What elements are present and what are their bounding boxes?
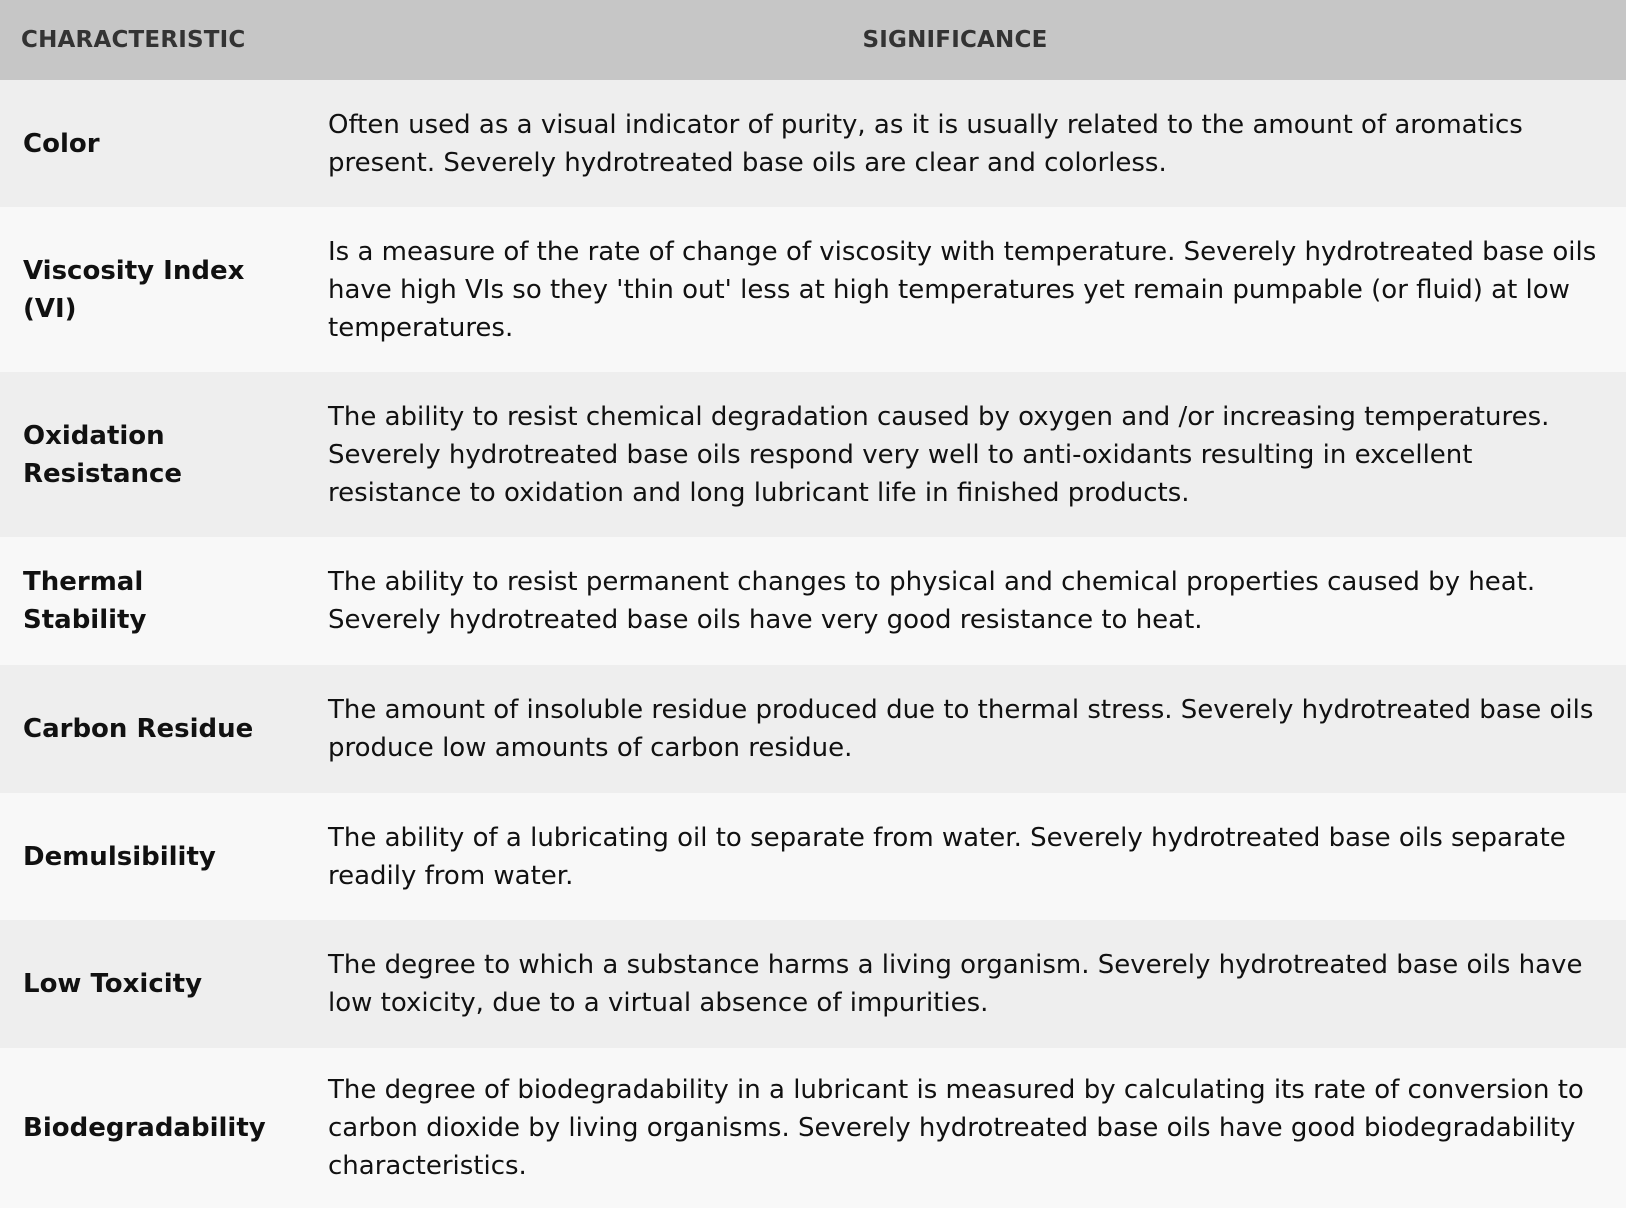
column-header-significance: SIGNIFICANCE (284, 0, 1626, 80)
characteristic-name: Color (0, 80, 284, 207)
significance-text: The degree to which a substance harms a living organism. Severely hydrotreated base oils have low toxicity, due to a virtual absence of impurities. (284, 920, 1626, 1048)
table-row (0, 920, 1626, 1048)
significance-text: Often used as a visual indicator of purity, as it is usually related to the amount of aromatics present. Severely hydrotreated base oils are clear and colorless. (284, 80, 1626, 207)
characteristic-name: Oxidation Resistance (0, 372, 284, 537)
characteristic-name: Low Toxicity (0, 920, 284, 1048)
table-row (0, 80, 1626, 207)
table-row (0, 1048, 1626, 1208)
table-body (0, 80, 1626, 1208)
significance-text: The ability to resist permanent changes to physical and chemical properties caused by heat. Severely hydrotreated base oils have very good resistance to heat. (284, 537, 1626, 665)
characteristic-name: Viscosity Index (VI) (0, 207, 284, 372)
header-row (0, 0, 1626, 80)
significance-text: The ability to resist chemical degradation caused by oxygen and /or increasing temperatures. Severely hydrotreated base oils respond very well to anti-oxidants resulting in excellent resistance to oxidation and long lubricant life in finished products. (284, 372, 1626, 537)
table-row (0, 207, 1626, 372)
significance-text: The amount of insoluble residue produced due to thermal stress. Severely hydrotreated base oils produce low amounts of carbon residue. (284, 665, 1626, 793)
significance-text: The degree of biodegradability in a lubricant is measured by calculating its rate of conversion to carbon dioxide by living organisms. Severely hydrotreated base oils have good biodegradability characteristics. (284, 1048, 1626, 1208)
characteristic-name: Carbon Residue (0, 665, 284, 793)
table-header (0, 0, 1626, 80)
significance-text: Is a measure of the rate of change of viscosity with temperature. Severely hydrotreated base oils have high VIs so they 'thin out' less at high temperatures yet remain pumpable (or fluid) at low temperatures. (284, 207, 1626, 372)
table-row (0, 665, 1626, 793)
table-row (0, 372, 1626, 537)
characteristic-name: Thermal Stability (0, 537, 284, 665)
characteristic-name: Biodegradability (0, 1048, 284, 1208)
column-header-characteristic: CHARACTERISTIC (0, 0, 284, 80)
significance-text: The ability of a lubricating oil to separate from water. Severely hydrotreated base oils separate readily from water. (284, 793, 1626, 920)
characteristic-name: Demulsibility (0, 793, 284, 920)
table-row (0, 537, 1626, 665)
table-row (0, 793, 1626, 920)
